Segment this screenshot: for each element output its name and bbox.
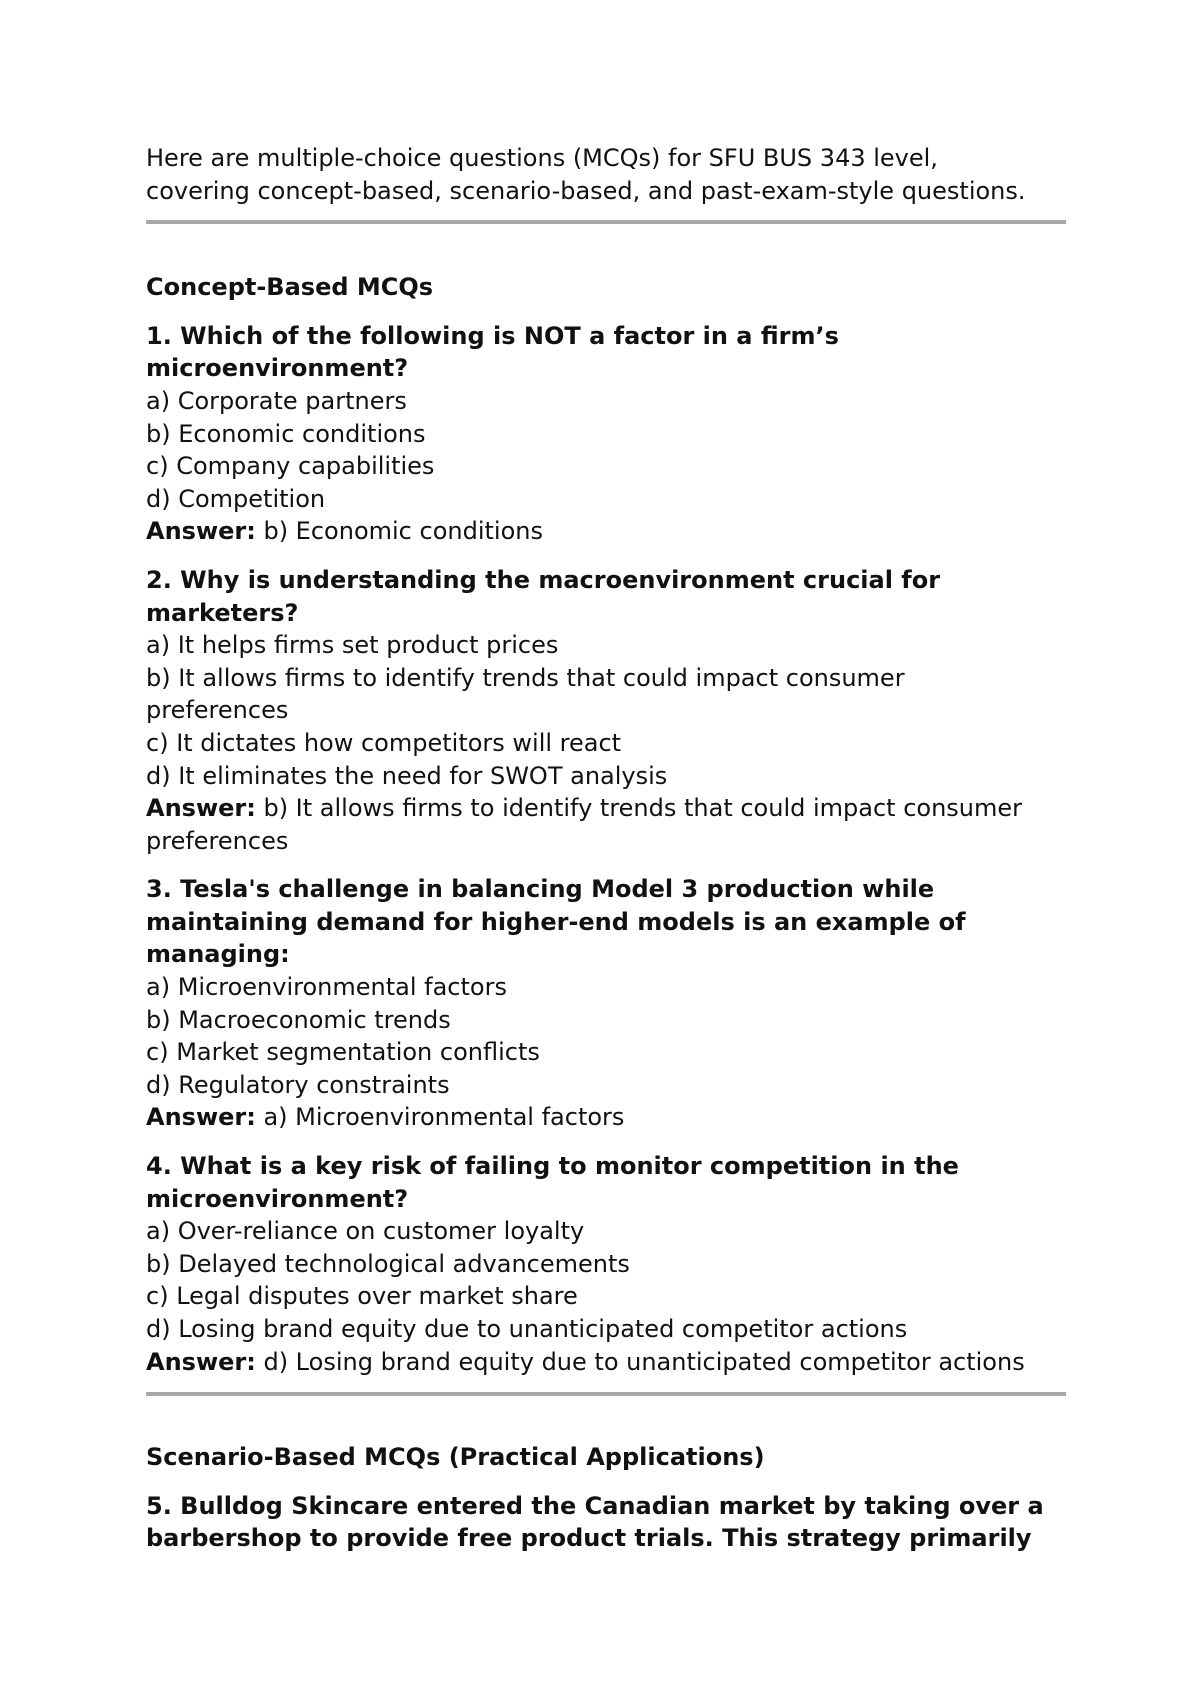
answer-line bbox=[146, 792, 1066, 825]
option-d: d) Competition bbox=[146, 484, 326, 513]
answer-text: d) Losing brand equity due to unanticipated competitor actions bbox=[255, 1347, 1025, 1376]
option-a: a) It helps firms set product prices bbox=[146, 631, 559, 660]
question-line: maintaining demand for higher-end models is an example of bbox=[146, 907, 966, 936]
answer-label: Answer: bbox=[146, 1347, 256, 1376]
intro-paragraph bbox=[146, 142, 1066, 207]
option-d: d) Losing brand equity due to unanticipated competitor actions bbox=[146, 1315, 908, 1343]
question-text bbox=[146, 873, 1066, 971]
question-4 bbox=[146, 1150, 1066, 1378]
question-text bbox=[146, 1150, 1066, 1215]
option-b: b) Delayed technological advancements bbox=[146, 1249, 630, 1278]
answer-text-continued: preferences bbox=[146, 826, 289, 855]
option-b-continued: preferences bbox=[146, 696, 289, 725]
option-c: c) Company capabilities bbox=[146, 452, 435, 481]
question-line: 2. Why is understanding the macroenvironment crucial for bbox=[146, 565, 941, 594]
question-line: 5. Bulldog Skincare entered the Canadian market by taking over a bbox=[146, 1491, 1044, 1520]
horizontal-rule bbox=[146, 1392, 1066, 1396]
question-line: 3. Tesla's challenge in balancing Model 3 production while bbox=[146, 875, 935, 904]
question-line: microenvironment? bbox=[146, 1184, 409, 1213]
question-2 bbox=[146, 564, 1066, 857]
answer-text: a) Microenvironmental factors bbox=[255, 1103, 625, 1132]
question-1 bbox=[146, 320, 1066, 548]
option-d: d) It eliminates the need for SWOT analysis bbox=[146, 761, 668, 790]
question-5 bbox=[146, 1490, 1066, 1555]
answer-label: Answer: bbox=[146, 794, 256, 823]
option-c: c) Market segmentation conflicts bbox=[146, 1038, 540, 1067]
question-3 bbox=[146, 873, 1066, 1134]
option-c: c) Legal disputes over market share bbox=[146, 1282, 578, 1311]
option-c: c) It dictates how competitors will react bbox=[146, 728, 622, 757]
option-b: b) Economic conditions bbox=[146, 419, 426, 448]
question-line: marketers? bbox=[146, 598, 299, 627]
intro-line: covering concept-based, scenario-based, and past-exam-style questions. bbox=[146, 176, 1026, 205]
section-title-scenario: Scenario-Based MCQs (Practical Applications) bbox=[146, 1443, 765, 1472]
answer-line bbox=[146, 1101, 1066, 1134]
option-b: b) It allows firms to identify trends that could impact consumer bbox=[146, 663, 905, 692]
question-line: 1. Which of the following is NOT a factor in a firm’s bbox=[146, 321, 839, 350]
question-text bbox=[146, 564, 1066, 629]
option-b: b) Macroeconomic trends bbox=[146, 1005, 451, 1034]
answer-label: Answer: bbox=[146, 1103, 256, 1132]
question-line: managing: bbox=[146, 940, 290, 969]
answer-text: b) It allows firms to identify trends that could impact consumer bbox=[255, 794, 1023, 823]
answer-line bbox=[146, 515, 1066, 548]
option-a: a) Corporate partners bbox=[146, 386, 407, 415]
question-line: microenvironment? bbox=[146, 354, 409, 383]
option-a: a) Over-reliance on customer loyalty bbox=[146, 1217, 585, 1246]
answer-line bbox=[146, 1346, 1066, 1379]
document-page bbox=[146, 142, 1066, 1555]
intro-line: Here are multiple-choice questions (MCQs) for SFU BUS 343 level, bbox=[146, 144, 938, 172]
answer-text: b) Economic conditions bbox=[255, 517, 543, 546]
section-title-concept: Concept-Based MCQs bbox=[146, 273, 434, 302]
answer-label: Answer: bbox=[146, 517, 256, 546]
question-line: 4. What is a key risk of failing to monitor competition in the bbox=[146, 1152, 959, 1181]
question-line: barbershop to provide free product trials. This strategy primarily bbox=[146, 1524, 1032, 1553]
question-text bbox=[146, 320, 1066, 385]
horizontal-rule bbox=[146, 220, 1066, 224]
option-d: d) Regulatory constraints bbox=[146, 1070, 450, 1099]
option-a: a) Microenvironmental factors bbox=[146, 973, 507, 1002]
question-text bbox=[146, 1490, 1066, 1555]
